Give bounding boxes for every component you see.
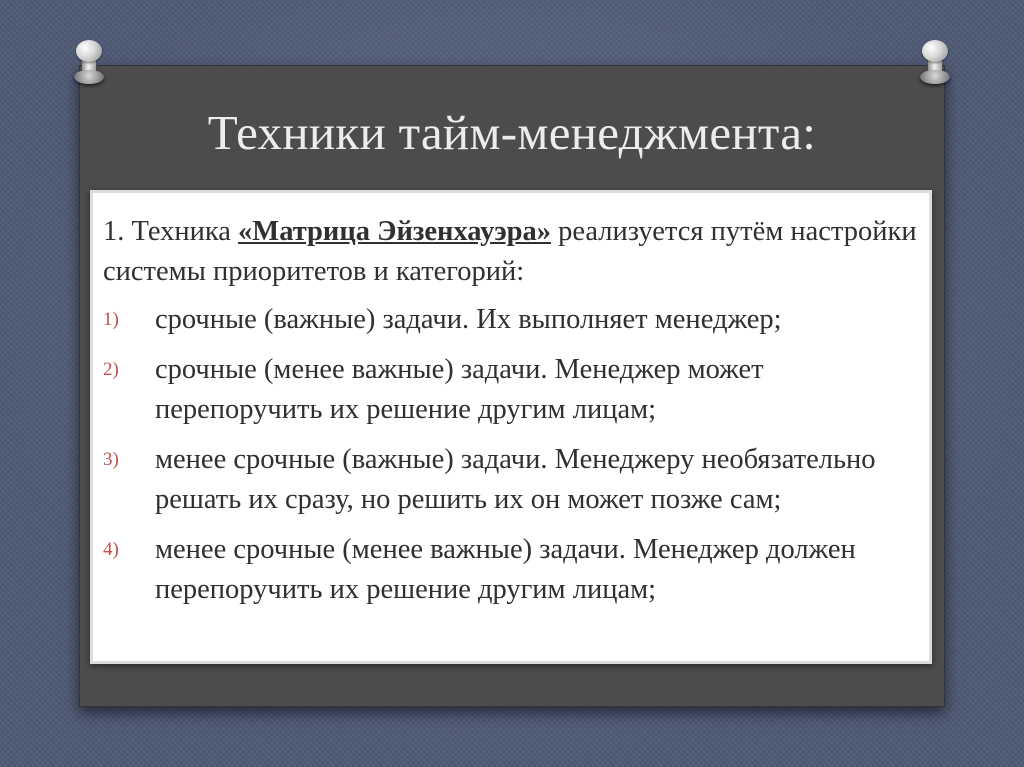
intro-paragraph — [103, 212, 918, 292]
intro-suffix: реализуется путём настройки системы приоритетов и категорий: — [103, 216, 917, 287]
list-item-number: 4) — [103, 539, 119, 560]
list-item — [103, 440, 918, 520]
list-item — [103, 300, 918, 340]
list-item-text: срочные (менее важные) задачи. Менеджер может перепоручить их решение другим лицам; — [155, 354, 764, 425]
list-item-text: менее срочные (менее важные) задачи. Менеджер должен перепоручить их решение другим лицам; — [155, 534, 856, 605]
content-body — [103, 212, 918, 620]
pushpin-icon — [72, 40, 106, 86]
slide-title: Техники тайм-менеджмента: — [207, 105, 817, 160]
content-card — [90, 190, 932, 664]
intro-prefix: 1. Техника — [103, 216, 239, 247]
list-item-text: менее срочные (важные) задачи. Менеджеру необязательно решать их сразу, но решить их он может позже сам; — [155, 444, 876, 515]
list-item-number: 2) — [103, 359, 119, 380]
pushpin-icon — [918, 40, 952, 86]
list-item-number: 3) — [103, 449, 119, 470]
intro-highlight: «Матрица Эйзенхауэра» — [238, 216, 551, 247]
list-item-number: 1) — [103, 309, 119, 330]
list-item-text: срочные (важные) задачи. Их выполняет менеджер; — [155, 304, 782, 335]
list-item — [103, 530, 918, 610]
priority-list — [103, 300, 918, 610]
list-item — [103, 350, 918, 430]
